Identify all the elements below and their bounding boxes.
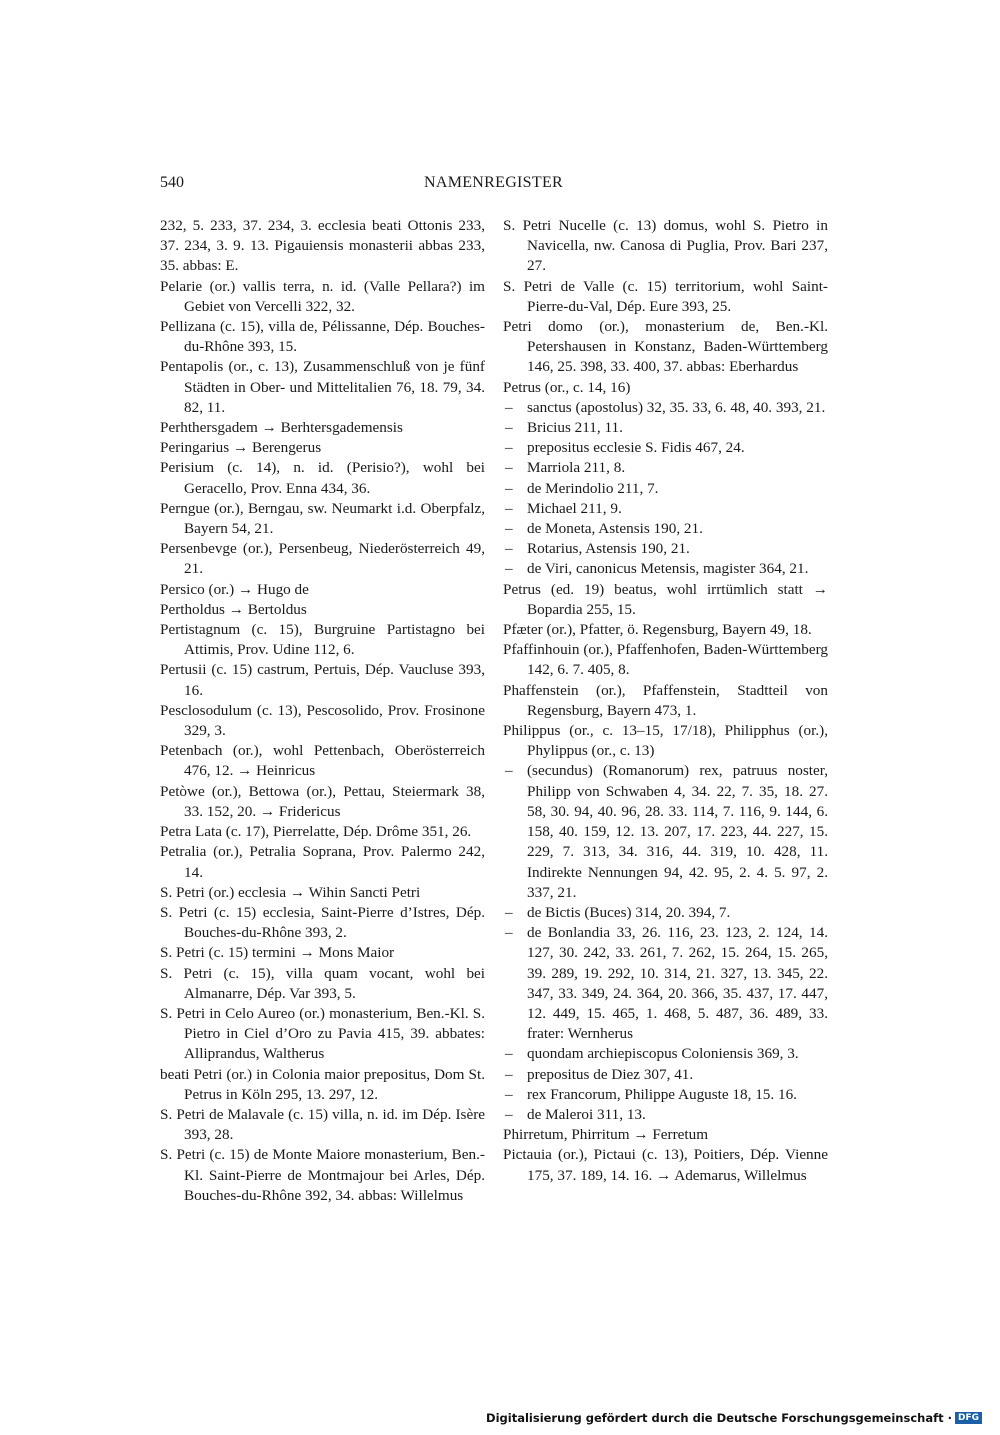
dash-marker: – — [505, 560, 513, 578]
index-entry: Pertusii (c. 15) castrum, Pertuis, Dép. Vaucluse 393, 16. — [160, 661, 485, 699]
dash-marker: – — [505, 419, 513, 437]
index-entry: Petrus (ed. 19) beatus, wohl irrtümlich statt → Bopardia 255, 15. — [503, 580, 828, 618]
sub-entry — [503, 438, 828, 458]
index-entry: Phaffenstein (or.), Pfaffenstein, Stadtteil von Regensburg, Bayern 473, 1. — [503, 681, 828, 719]
index-entry: Perisium (c. 14), n. id. (Perisio?), wohl bei Geracello, Prov. Enna 434, 36. — [160, 459, 485, 497]
sub-entry-text: Marriola 211, 8. — [527, 459, 626, 477]
index-entry: Pelarie (or.) vallis terra, n. id. (Valle Pellara?) im Gebiet von Vercelli 322, 32. — [160, 277, 485, 315]
index-entry: S. Petri (c. 15) de Monte Maiore monasterium, Ben.-Kl. Saint-Pierre de Montmajour bei Arles, Dép. Bouches-du-Rhône 392, 34. abbas: Willelmus — [160, 1146, 485, 1204]
sub-entry — [503, 539, 828, 559]
right-column — [503, 216, 828, 1186]
sub-entry-text: de Moneta, Astensis 190, 21. — [527, 520, 703, 538]
dash-marker: – — [505, 903, 513, 921]
dash-marker: – — [505, 499, 513, 517]
dash-marker: – — [505, 398, 513, 416]
index-entry: S. Petri de Malavale (c. 15) villa, n. id. im Dép. Isère 393, 28. — [160, 1105, 485, 1144]
index-entry: Peringarius → Berengerus — [160, 439, 322, 457]
index-entry: Petralia (or.), Petralia Soprana, Prov. Palermo 242, 14. — [160, 843, 485, 881]
dash-marker: – — [505, 762, 513, 780]
index-entry: S. Petri de Valle (c. 15) territorium, wohl Saint-Pierre-du-Val, Dép. Eure 393, 25. — [503, 277, 828, 315]
dash-marker: – — [505, 459, 513, 477]
index-entry: Petra Lata (c. 17), Pierrelatte, Dép. Drôme 351, 26. — [160, 823, 472, 841]
sub-entry-text: de Viri, canonicus Metensis, magister 364, 21. — [527, 560, 809, 578]
index-entry: Pesclosodulum (c. 13), Pescosolido, Prov. Frosinone 329, 3. — [160, 701, 485, 740]
sub-entry — [503, 458, 828, 478]
index-entry: Pfaffinhouin (or.), Pfaffenhofen, Baden-Württemberg 142, 6. 7. 405, 8. — [503, 641, 828, 679]
index-entry: Persenbevge (or.), Persenbeug, Niederösterreich 49, 21. — [160, 540, 485, 578]
sub-entry-text: quondam archiepiscopus Coloniensis 369, 3. — [527, 1045, 799, 1063]
index-entry: Pertholdus → Bertoldus — [160, 600, 307, 618]
sub-entry — [503, 761, 828, 902]
sub-entry — [503, 923, 828, 1044]
sub-entry — [503, 1044, 828, 1064]
sub-entry — [503, 479, 828, 499]
index-entry: Pellizana (c. 15), villa de, Pélissanne, Dép. Bouches-du-Rhône 393, 15. — [160, 318, 485, 356]
sub-entry-text: de Bictis (Buces) 314, 20. 394, 7. — [527, 903, 731, 921]
index-entry: S. Petri (c. 15) ecclesia, Saint-Pierre d’Istres, Dép. Bouches-du-Rhône 393, 2. — [160, 903, 485, 942]
sub-entry-text: de Bonlandia 33, 26. 116, 23. 123, 2. 124, 14. 127, 30. 242, 33. 261, 7. 262, 15. 264, 15. 265, 39. 289, 19. 292, 10. 314, 21. 327, 13. 345, 22. 347, 33. 349, 24. 364, 20. 366, 35. 437, 17. 447, 12. 449, 15. 465, 1. 468, 5. 487, 36. 489, 33. frater: Wernherus — [527, 924, 828, 1043]
sub-entry — [503, 519, 828, 539]
index-entry: beati Petri (or.) in Colonia maior prepositus, Dom St. Petrus in Köln 295, 13. 297, 12. — [160, 1065, 485, 1103]
index-entry: Perngue (or.), Berngau, sw. Neumarkt i.d. Oberpfalz, Bayern 54, 21. — [160, 499, 485, 538]
dash-marker: – — [505, 1085, 513, 1103]
index-entry: 232, 5. 233, 37. 234, 3. ecclesia beati Ottonis 233, 37. 234, 3. 9. 13. Pigauiensis monasterii abbas 233, 35. abbas: E. — [160, 217, 485, 275]
footer-text: Digitalisierung gefördert durch die Deutsche Forschungsgemeinschaft · — [486, 1411, 952, 1425]
index-entry: S. Petri Nucelle (c. 13) domus, wohl S. Pietro in Navicella, nw. Canosa di Puglia, Prov. Bari 237, 27. — [503, 217, 828, 275]
dash-marker: – — [505, 1105, 513, 1123]
index-entry: Pentapolis (or., c. 13), Zusammenschluß von je fünf Städten in Ober- und Mittelitalien 76, 18. 79, 34. 82, 11. — [160, 358, 485, 416]
index-entry: Petrus (or., c. 14, 16) — [503, 378, 631, 396]
index-entry: Persico (or.) → Hugo de — [160, 580, 309, 598]
index-entry: Philippus (or., c. 13–15, 17/18), Philipphus (or.), Phylippus (or., c. 13) — [503, 722, 828, 760]
dash-marker: – — [505, 1045, 513, 1063]
sub-entry — [503, 1085, 828, 1105]
left-column — [160, 216, 485, 1206]
sub-entry — [503, 559, 828, 579]
index-entry: Pictauia (or.), Pictaui (c. 13), Poitiers, Dép. Vienne 175, 37. 189, 14. 16. → Ademarus, Willelmus — [503, 1146, 828, 1184]
index-entry: S. Petri (or.) ecclesia → Wihin Sancti Petri — [160, 883, 421, 901]
sub-entry-text: prepositus ecclesie S. Fidis 467, 24. — [527, 439, 745, 457]
sub-entry-text: de Merindolio 211, 7. — [527, 479, 659, 497]
dash-marker: – — [505, 924, 513, 942]
index-entry: Phirretum, Phirritum → Ferretum — [503, 1126, 709, 1144]
index-entry: Pertistagnum (c. 15), Burgruine Partistagno bei Attimis, Prov. Udine 112, 6. — [160, 621, 485, 659]
sub-entry-text: (secundus) (Romanorum) rex, patruus noster, Philipp von Schwaben 4, 34. 22, 7. 35, 18. 27. 58, 30. 94, 40. 96, 28. 33. 114, 7. 116, 9. 144, 6. 158, 40. 159, 12. 13. 207, 17. 223, 44. 227, 15. 229, 7. 313, 34. 316, 44. 319, 10. 428, 11. Indirekte Nennungen 94, 42. 95, 2. 4. 5. 97, 2. 337, 21. — [527, 762, 828, 901]
sub-entry — [503, 418, 828, 438]
sub-entry — [503, 398, 828, 418]
index-entry: S. Petri in Celo Aureo (or.) monasterium, Ben.-Kl. S. Pietro in Ciel d’Oro zu Pavia 415, 39. abbates: Alliprandus, Waltherus — [160, 1004, 485, 1063]
index-entry: S. Petri (c. 15), villa quam vocant, wohl bei Almanarre, Dép. Var 393, 5. — [160, 964, 485, 1002]
sub-entry — [503, 1105, 828, 1125]
sub-entry-text: Michael 211, 9. — [527, 499, 622, 517]
sub-entry-text: de Maleroi 311, 13. — [527, 1105, 646, 1123]
index-entry: Pfæter (or.), Pfatter, ö. Regensburg, Bayern 49, 18. — [503, 621, 812, 639]
index-entry: Petòwe (or.), Bettowa (or.), Pettau, Steiermark 38, 33. 152, 20. → Fridericus — [160, 782, 485, 820]
sub-entry-text: rex Francorum, Philippe Auguste 18, 15. 16. — [527, 1085, 797, 1103]
dash-marker: – — [505, 1065, 513, 1083]
dash-marker: – — [505, 439, 513, 457]
sub-entry-text: Rotarius, Astensis 190, 21. — [527, 540, 690, 558]
sub-entry-text: prepositus de Diez 307, 41. — [527, 1065, 694, 1083]
dash-marker: – — [505, 540, 513, 558]
sub-entry — [503, 1065, 828, 1085]
sub-entry-text: sanctus (apostolus) 32, 35. 33, 6. 48, 40. 393, 21. — [527, 398, 826, 416]
running-header: NAMENREGISTER — [423, 174, 563, 191]
funding-footer — [486, 1411, 982, 1425]
dfg-logo: DFG — [955, 1412, 982, 1424]
dash-marker: – — [505, 479, 513, 497]
index-entry: S. Petri (c. 15) termini → Mons Maior — [160, 944, 395, 962]
dash-marker: – — [505, 520, 513, 538]
index-entry: Perhthersgadem → Berhtersgademensis — [160, 419, 403, 437]
index-entry: Petenbach (or.), wohl Pettenbach, Oberösterreich 476, 12. → Heinricus — [160, 742, 485, 780]
sub-entry — [503, 903, 828, 923]
page-number: 540 — [160, 174, 184, 191]
sub-entry — [503, 499, 828, 519]
index-entry: Petri domo (or.), monasterium de, Ben.-Kl. Petershausen in Konstanz, Baden-Württemberg 146, 25. 398, 33. 400, 37. abbas: Eberhardus — [503, 318, 828, 376]
sub-entry-text: Bricius 211, 11. — [527, 419, 623, 437]
